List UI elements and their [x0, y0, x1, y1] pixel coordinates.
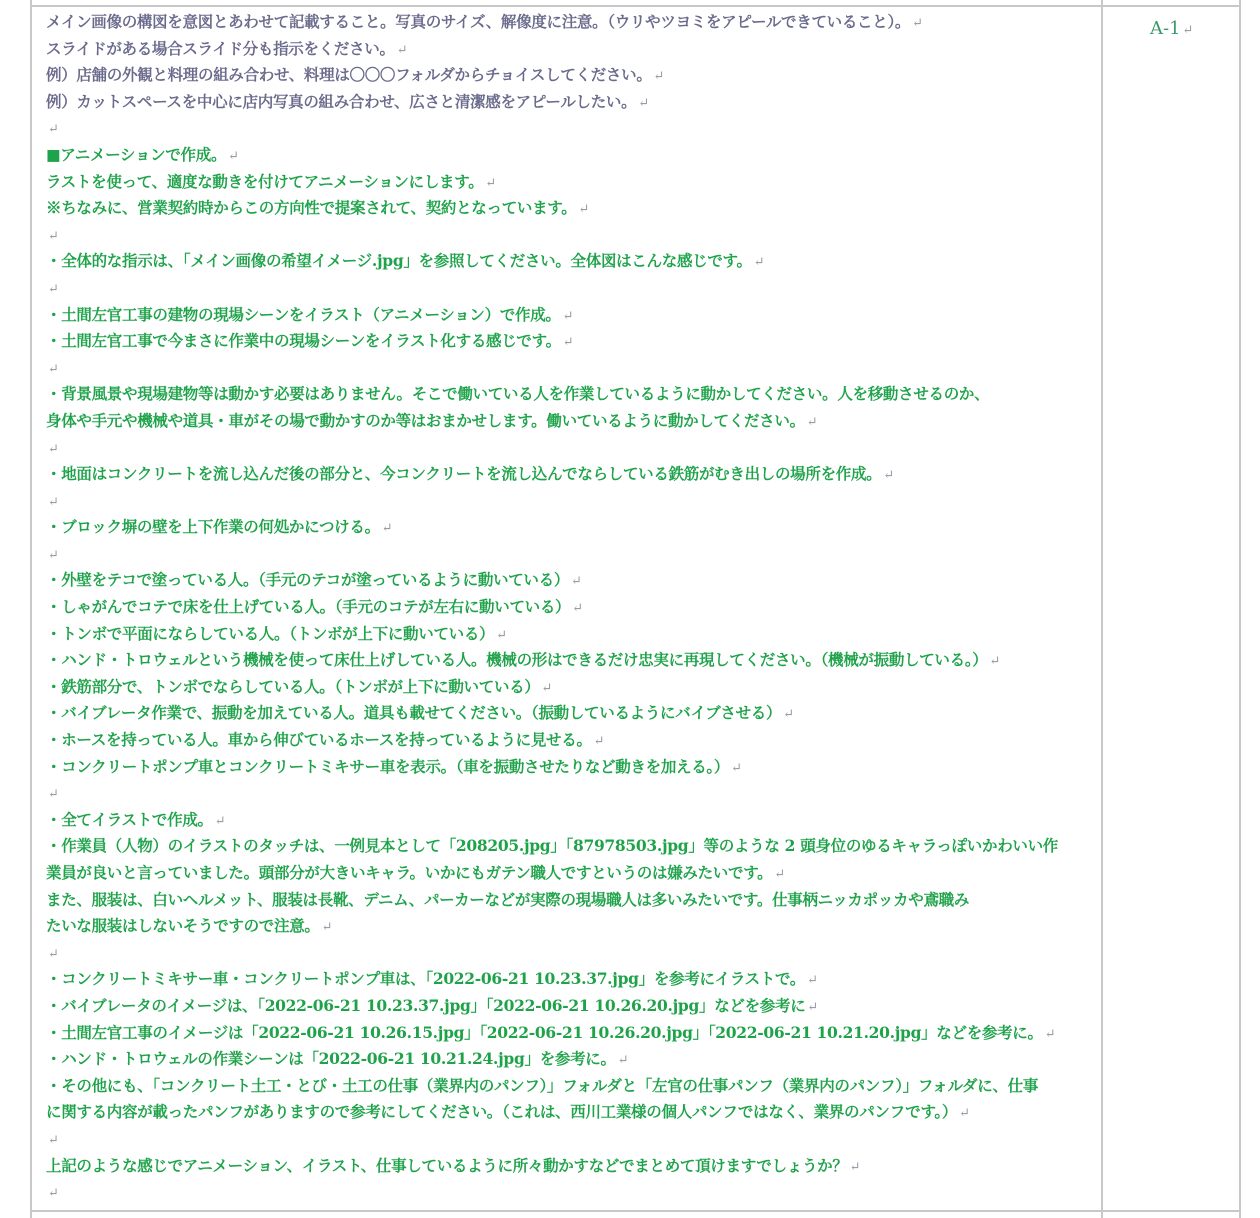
text-line [46, 514, 1094, 541]
empty-line [46, 780, 1094, 807]
paragraph-mark-icon: ↵ [381, 521, 393, 537]
paragraph-mark-icon: ↵ [562, 308, 574, 324]
empty-line [46, 488, 1094, 515]
paragraph-mark-icon: ↵ [228, 148, 239, 164]
cell-label-text: A-1 [1150, 18, 1181, 39]
empty-line [46, 435, 1094, 462]
paragraph-mark-icon: ↵ [496, 627, 507, 643]
paragraph-mark-icon: ↵ [806, 414, 818, 430]
empty-line [46, 1179, 1094, 1206]
text-line [46, 567, 1094, 594]
paragraph-mark-icon: ↵ [578, 202, 590, 218]
text-line [46, 727, 1094, 754]
text-line [46, 966, 1094, 993]
text-line [46, 754, 1094, 781]
text-line-content: ・作業員（人物）のイラストのタッチは、一例見本として「208205.jpg」「87978503.jpg」等のような 2 頭身位のゆるキャラっぽいかわいい作 [46, 836, 1058, 856]
text-line [46, 461, 1094, 488]
paragraph-mark-icon: ↵ [48, 281, 59, 297]
text-line [46, 993, 1094, 1020]
text-line-content: ・外壁をテコで塗っている人。（手元のテコが塗っているように動いている） [46, 570, 570, 590]
text-line [46, 1020, 1094, 1047]
table-border-middle [1101, 0, 1103, 1218]
text-line [46, 807, 1094, 834]
paragraph-mark-icon: ↵ [1044, 1026, 1056, 1042]
empty-line [46, 1126, 1094, 1153]
text-line [46, 647, 1094, 674]
text-line [46, 860, 1094, 887]
text-line-content: また、服装は、白いヘルメット、服装は長靴、デニム、パーカーなどが実際の現場職人は多いみたいです。仕事柄ニッカポッカや鳶職み [46, 889, 970, 909]
text-line-content: 業員が良いと言っていました。頭部分が大きいキャラ。いかにもガテン職人ですというのは嫌みたいです。 [46, 863, 773, 882]
document-cell-body[interactable] [46, 9, 1094, 1206]
text-line-content: に関する内容が載ったパンフがありますので参考にしてください。（これは、西川工業様の個人パンフではなく、業界のパンフです。） [46, 1102, 958, 1122]
text-line [46, 1153, 1094, 1180]
text-line [46, 142, 1094, 169]
paragraph-mark-icon: ↵ [753, 255, 765, 271]
text-line-content: ・全てイラストで作成。 [46, 809, 213, 829]
paragraph-mark-icon: ↵ [48, 946, 59, 962]
text-line-content: ・背景風景や現場建物等は動かす必要はありません。そこで働いている人を作業しているように動かしてください。人を移動させるのか、 [46, 384, 990, 404]
empty-line [46, 541, 1094, 568]
text-line-content: ・ハンド・トロウェルという機械を使って床仕上げしている人。機械の形はできるだけ忠実に再現してください。（機械が振動している。） [46, 650, 988, 670]
text-line [46, 408, 1094, 435]
text-line-content: ・コンクリートポンプ車とコンクリートミキサー車を表示。（車を振動させたりなど動きを加える。） [46, 756, 730, 776]
text-line-content: ※ちなみに、営業契約時からこの方向性で提案されて、契約となっています。 [46, 198, 577, 218]
text-line-content: ・土間左官工事で今まさに作業中の現場シーンをイラスト化する感じです。 [46, 331, 561, 351]
paragraph-mark-icon: ↵ [321, 920, 333, 936]
paragraph-mark-icon: ↵ [214, 813, 226, 829]
text-line-content: ・ハンド・トロウェルの作業シーンは「2022-06-21 10.21.24.jpg」を参考に。 [46, 1049, 616, 1069]
text-line-content: ・コンクリートミキサー車・コンクリートポンプ車は、「2022-06-21 10.23.37.jpg」を参考にイラストで。 [46, 969, 806, 989]
paragraph-mark-icon: ↵ [541, 680, 553, 696]
text-line [46, 1099, 1094, 1126]
paragraph-mark-icon: ↵ [638, 95, 649, 111]
table-border-top [30, 5, 1241, 7]
text-line-content: たいな服装はしないそうですので注意。 [46, 916, 320, 936]
text-line [46, 328, 1094, 355]
paragraph-mark-icon: ↵ [562, 335, 574, 351]
text-line [46, 62, 1094, 89]
text-line [46, 833, 1094, 860]
paragraph-mark-icon: ↵ [912, 16, 923, 31]
text-line [46, 89, 1094, 116]
paragraph-mark-icon: ↵ [48, 122, 59, 138]
text-line [46, 594, 1094, 621]
text-line [46, 9, 1094, 36]
empty-line [46, 355, 1094, 382]
paragraph-mark-icon: ↵ [617, 1053, 629, 1069]
text-line-content: ■アニメーションで作成。 [46, 144, 227, 164]
paragraph-mark-icon: ↵ [48, 787, 59, 803]
paragraph-mark-icon: ↵ [774, 867, 785, 882]
text-line-content: 上記のような感じでアニメーション、イラスト、仕事しているように所々動かすなどでまとめて頂けますでしょうか？ [46, 1155, 848, 1175]
text-line-content: ・地面はコンクリートを流し込んだ後の部分と、今コンクリートを流し込んでならしている鉄筋がむき出しの場所を作成。 [46, 464, 882, 484]
text-line [46, 248, 1094, 275]
text-line [46, 674, 1094, 701]
text-line-content: 例）カットスペースを中心に店内写真の組み合わせ、広さと清潔感をアピールしたい。 [46, 91, 637, 111]
text-line-content: 身体や手元や機械や道具・車がその場で動かすのか等はおまかせします。働いているように動かしてください。 [46, 410, 805, 430]
text-line [46, 169, 1094, 196]
paragraph-mark-icon: ↵ [731, 760, 742, 776]
text-line-content: ・ブロック塀の壁を上下作業の何処かにつける。 [46, 517, 380, 537]
text-line [46, 381, 1094, 408]
paragraph-mark-icon: ↵ [883, 468, 894, 484]
paragraph-mark-icon: ↵ [959, 1106, 970, 1122]
paragraph-mark-icon: ↵ [572, 601, 583, 617]
text-line-content: ・その他にも、「コンクリート土工・とび・土工の仕事（業界内のパンフ）」フォルダと「左官の仕事パンフ（業界内のパンフ）」フォルダに、仕事 [46, 1075, 1039, 1095]
paragraph-mark-icon: ↵ [48, 494, 59, 510]
text-line-content: ・鉄筋部分で、トンボでならしている人。（トンボが上下に動いている） [46, 676, 540, 696]
paragraph-mark-icon: ↵ [396, 42, 408, 58]
table-border-bottom [30, 1210, 1241, 1212]
text-line-content: 例）店舗の外観と料理の組み合わせ、料理は〇〇〇フォルダからチョイスしてください。 [46, 65, 652, 85]
text-line [46, 913, 1094, 940]
paragraph-mark-icon: ↵ [48, 228, 59, 244]
text-line-content: ・ホースを持っている人。車から伸びているホースを持っているように見せる。 [46, 730, 592, 750]
paragraph-mark-icon: ↵ [849, 1159, 861, 1175]
text-line-content: ・トンボで平面にならしている人。（トンボが上下に動いている） [46, 623, 495, 643]
paragraph-mark-icon: ↵ [48, 547, 59, 563]
paragraph-mark-icon: ↵ [485, 175, 496, 191]
text-line-content: メイン画像の構図を意図とあわせて記載すること。写真のサイズ、解像度に注意。（ウリやツヨミをアピールできていること）。 [46, 12, 911, 31]
cell-label [1150, 18, 1193, 39]
text-line-content: ・全体的な指示は、「メイン画像の希望イメージ.jpg」を参照してください。全体図はこんな感じです。 [46, 251, 752, 271]
text-line-content: ・バイブレータのイメージは、「2022-06-21 10.23.37.jpg」「2022-06-21 10.26.20.jpg」などを参考に [46, 995, 806, 1015]
paragraph-mark-icon: ↵ [989, 654, 1001, 670]
text-line [46, 1073, 1094, 1100]
paragraph-mark-icon: ↵ [48, 1186, 59, 1202]
text-line [46, 195, 1094, 222]
text-line-content: ・しゃがんでコテで床を仕上げている人。（手元のコテが左右に動いている） [46, 597, 571, 617]
text-line-content: ラストを使って、適度な動きを付けてアニメーションにします。 [46, 171, 484, 191]
empty-line [46, 940, 1094, 967]
text-line [46, 1046, 1094, 1073]
text-line-content: ・土間左官工事のイメージは「2022-06-21 10.26.15.jpg」「2022-06-21 10.26.20.jpg」「2022-06-21 10.21.20.jpg」などを参考に。 [46, 1022, 1043, 1042]
empty-line [46, 115, 1094, 142]
paragraph-mark-icon: ↵ [807, 999, 818, 1015]
paragraph-mark-icon: ↵ [48, 361, 59, 377]
empty-line [46, 222, 1094, 249]
text-line [46, 36, 1094, 63]
paragraph-mark-icon: ↵ [1182, 23, 1194, 38]
paragraph-mark-icon: ↵ [653, 69, 665, 85]
paragraph-mark-icon: ↵ [571, 574, 582, 590]
text-line-content: ・バイブレータ作業で、振動を加えている人。道具も載せてください。（振動しているようにバイブさせる） [46, 703, 782, 723]
paragraph-mark-icon: ↵ [593, 734, 605, 750]
text-line [46, 302, 1094, 329]
paragraph-mark-icon: ↵ [807, 973, 818, 989]
paragraph-mark-icon: ↵ [48, 1132, 59, 1148]
text-line [46, 700, 1094, 727]
paragraph-mark-icon: ↵ [48, 441, 59, 457]
table-border-right [1239, 0, 1241, 1218]
text-line [46, 621, 1094, 648]
empty-line [46, 275, 1094, 302]
text-line-content: スライドがある場合スライド分も指示をください。 [46, 38, 395, 58]
text-line-content: ・土間左官工事の建物の現場シーンをイラスト（アニメーション）で作成。 [46, 304, 561, 324]
table-border-left [30, 0, 32, 1218]
text-line [46, 887, 1094, 914]
paragraph-mark-icon: ↵ [783, 707, 794, 723]
